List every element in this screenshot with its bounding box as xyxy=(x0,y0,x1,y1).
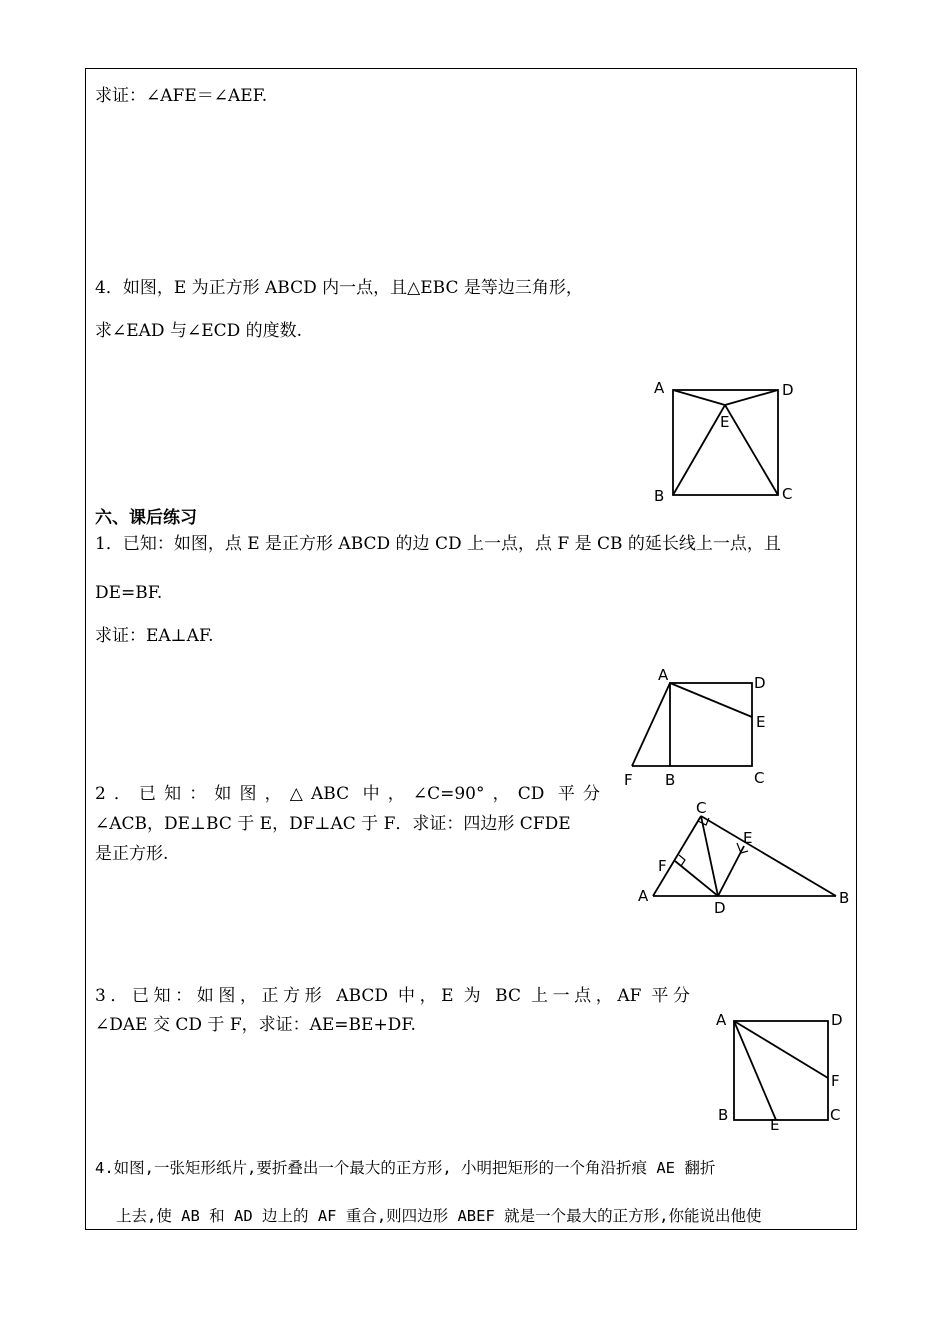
q4-line1: 4．如图，E 为正方形 ABCD 内一点，且△EBC 是等边三角形， xyxy=(95,278,583,298)
fig1-line-ae xyxy=(673,390,725,405)
fig2-label-d: D xyxy=(754,674,766,692)
section-title: 六、课后练习 xyxy=(95,508,197,528)
fig3-line-cb xyxy=(701,816,836,896)
fig3-label-a: A xyxy=(638,887,649,905)
fig1-line-ce xyxy=(725,405,778,495)
fig1-label-e: E xyxy=(720,413,730,431)
ex4-line1: 4.如图,一张矩形纸片,要折叠出一个最大的正方形, 小明把矩形的一个角沿折痕 AE 翻折 xyxy=(95,1159,716,1177)
fig3-label-c: C xyxy=(696,799,707,817)
ex2-line2: ∠ACB，DE⊥BC 于 E，DF⊥AC 于 F．求证：四边形 CFDE xyxy=(95,814,571,834)
prev-question-text: 求证：∠AFE＝∠AEF. xyxy=(95,86,268,106)
ex2-line1: 2．已知：如图，△ABC 中，∠C=90°，CD 平分 xyxy=(95,784,600,804)
fig2-label-e: E xyxy=(756,713,766,731)
ex3-line2: ∠DAE 交 CD 于 F，求证：AE=BE+DF. xyxy=(95,1015,416,1035)
q4-line2: 求∠EAD 与∠ECD 的度数. xyxy=(95,321,303,341)
fig4-label-a: A xyxy=(716,1011,727,1029)
fig1-label-d: D xyxy=(782,381,794,399)
figure-square-extension xyxy=(620,665,780,790)
ex2-line3: 是正方形. xyxy=(95,844,169,864)
fig2-label-c: C xyxy=(754,769,765,787)
fig1-line-be xyxy=(673,405,725,495)
fig4-label-c: C xyxy=(830,1106,841,1124)
figure-right-triangle xyxy=(636,799,856,918)
fig4-label-e: E xyxy=(770,1116,780,1134)
ex1-line2: DE=BF. xyxy=(95,583,163,603)
fig2-square xyxy=(670,683,752,766)
fig3-label-f: F xyxy=(658,857,667,875)
figure-square-bisector xyxy=(712,1008,852,1133)
fig1-label-c: C xyxy=(782,485,793,503)
fig4-label-f: F xyxy=(831,1072,840,1090)
fig3-label-e: E xyxy=(743,829,753,847)
fig2-line-ae xyxy=(670,683,752,717)
fig2-label-b: B xyxy=(665,771,676,789)
fig3-label-b: B xyxy=(839,889,850,907)
ex1-line3: 求证：EA⊥AF. xyxy=(95,626,214,646)
fig4-label-d: D xyxy=(831,1011,843,1029)
fig4-line-ae xyxy=(734,1021,776,1120)
fig1-label-b: B xyxy=(654,487,665,505)
fig1-line-de xyxy=(725,390,778,405)
ex3-line1: 3．已知：如图，正方形 ABCD 中，E 为 BC 上一点，AF 平分 xyxy=(95,986,690,1006)
figure-square-equilateral xyxy=(650,375,800,505)
fig2-line-af xyxy=(632,683,670,766)
ex1-line1: 1．已知：如图，点 E 是正方形 ABCD 的边 CD 上一点，点 F 是 CB 的延长线上一点，且 xyxy=(95,534,781,554)
fig4-line-af xyxy=(734,1021,828,1078)
ex4-line2: 上去,使 AB 和 AD 边上的 AF 重合,则四边形 ABEF 就是一个最大的正方形,你能说出他使 xyxy=(116,1207,762,1225)
fig3-label-d: D xyxy=(714,899,726,917)
fig3-line-ac xyxy=(653,816,701,896)
fig2-label-f: F xyxy=(624,771,633,789)
fig2-label-a: A xyxy=(658,666,669,684)
fig3-line-de xyxy=(718,846,744,896)
fig4-label-b: B xyxy=(718,1106,729,1124)
fig1-label-a: A xyxy=(654,379,665,397)
